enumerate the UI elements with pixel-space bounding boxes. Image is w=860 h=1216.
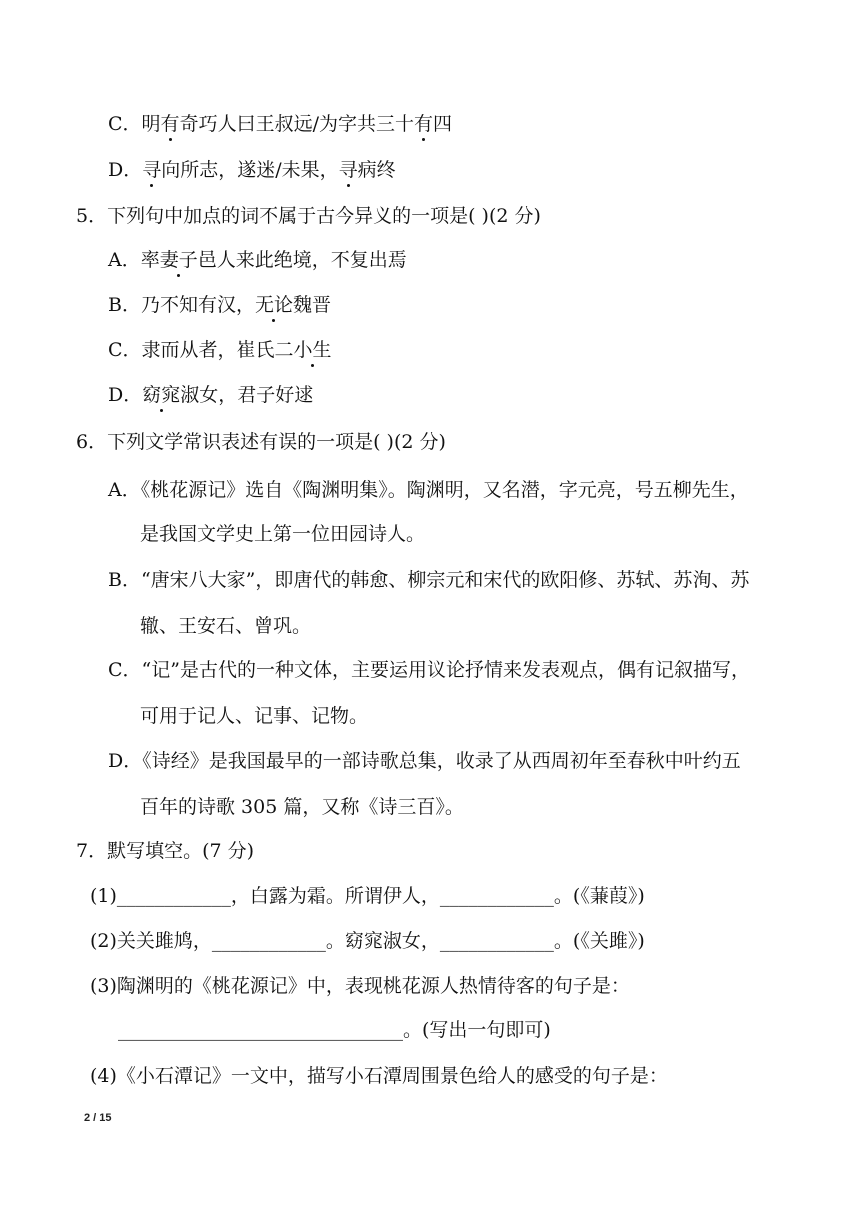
dotted-char: 寻: [338, 159, 358, 181]
option-6b: B．“唐宋八大家”，即唐代的韩愈、柳宗元和宋代的欧阳修、苏轼、苏洵、苏: [108, 569, 750, 591]
option-6a: A．《桃花源记》选自《陶渊明集》。陶渊明，又名潜，字元亮，号五柳先生，: [108, 479, 749, 501]
fill-item-3-blank: ______________________________。(写出一句即可): [118, 1019, 551, 1041]
option-4d: D．寻向所志，遂迷/未果，寻病终: [108, 159, 396, 181]
option-6b-cont: 辙、王安石、曾巩。: [140, 615, 312, 637]
question-7: 7．默写填空。(7 分): [76, 840, 255, 862]
question-6: 6．下列文学常识表述有误的一项是( )(2 分): [76, 431, 446, 453]
question-5: 5．下列句中加点的词不属于古今异义的一项是( )(2 分): [76, 205, 541, 227]
dotted-word: 妻子: [159, 249, 198, 271]
option-6d-cont: 百年的诗歌 305 篇，又称《诗三百》。: [140, 796, 464, 818]
page-number: 2 / 15: [84, 1112, 112, 1124]
option-5b: B．乃不知有汉，无论魏晋: [108, 294, 331, 316]
option-6c: C．“记”是古代的一种文体，主要运用议论抒情来发表观点，偶有记叙描写，: [108, 659, 750, 681]
option-4c: C．明有奇巧人曰王叔远/为字共三十有四: [108, 113, 452, 135]
dotted-char: 有: [413, 113, 433, 135]
option-5a: A．率妻子邑人来此绝境，不复出焉: [108, 249, 407, 271]
fill-item-2: (2)关关雎鸠，____________。窈窕淑女，____________。(《关雎》): [90, 930, 645, 952]
dotted-char: 寻: [142, 159, 162, 181]
dotted-word: 窈窕: [142, 384, 181, 406]
dotted-word: 无论: [254, 294, 293, 316]
option-6c-cont: 可用于记人、记事、记物。: [140, 705, 369, 727]
dotted-word: 小生: [293, 339, 332, 361]
dotted-char: 有: [160, 113, 180, 135]
fill-item-4: (4)《小石潭记》一文中，描写小石潭周围景色给人的感受的句子是：: [90, 1065, 668, 1087]
fill-item-1: (1)____________，白露为霜。所谓伊人，____________。(《蒹葭》): [90, 885, 645, 907]
fill-item-3: (3)陶渊明的《桃花源记》中，表现桃花源人热情待客的句子是：: [90, 975, 630, 997]
option-5c: C．隶而从者，崔氏二小生: [108, 339, 332, 361]
option-5d: D．窈窕淑女，君子好逑: [108, 384, 314, 406]
option-6d: D．《诗经》是我国最早的一部诗歌总集，收录了从西周初年至春秋中叶约五: [108, 750, 741, 772]
option-6a-cont: 是我国文学史上第一位田园诗人。: [140, 523, 426, 545]
